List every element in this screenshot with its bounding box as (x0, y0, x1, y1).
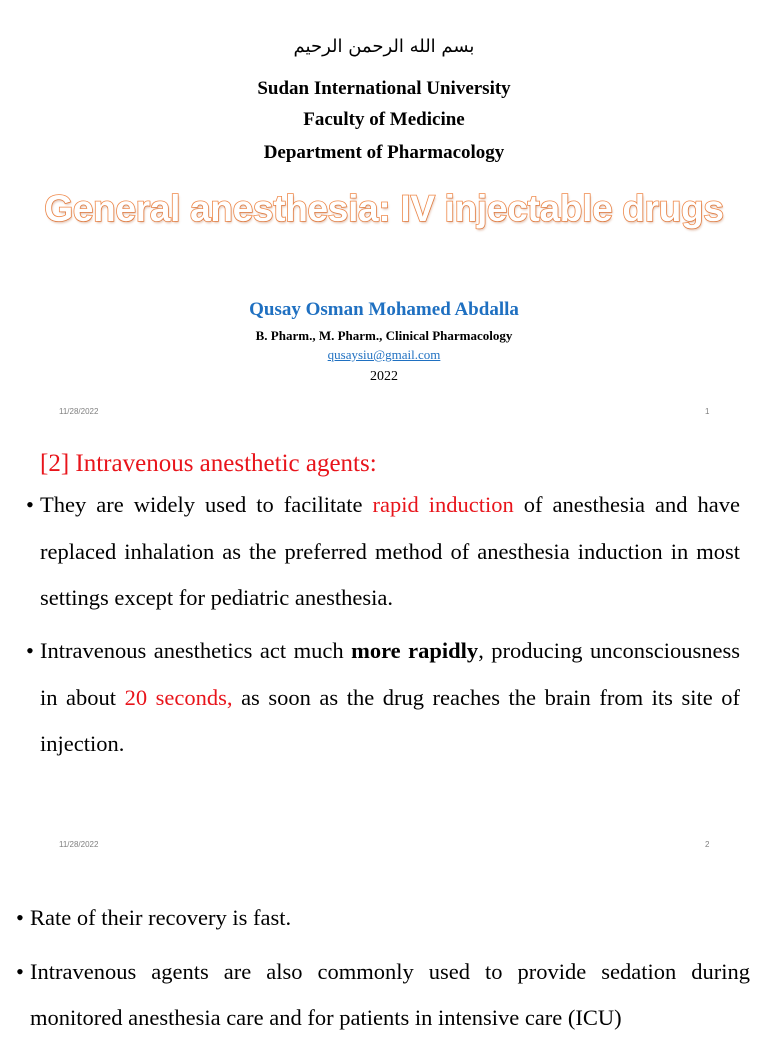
bullet-icon: • (26, 638, 34, 663)
faculty-name: Faculty of Medicine (303, 109, 465, 130)
slide-title: General anesthesia: IV injectable drugs (44, 188, 724, 229)
bullet-icon: • (16, 905, 24, 930)
university-name: Sudan International University (257, 78, 511, 99)
bullet-text: Intravenous anesthetics act much (40, 638, 352, 663)
bullet-item (26, 628, 741, 768)
slide-2 (0, 432, 768, 864)
department-name: Department of Pharmacology (263, 142, 505, 163)
author-email-link[interactable]: qusaysiu@gmail.com (327, 347, 441, 362)
bullet-item (26, 482, 740, 622)
year-text: 2022 (370, 369, 398, 384)
highlight-rapid-induction: rapid induction (372, 492, 514, 517)
section-heading: [2] Intravenous anesthetic agents: (40, 450, 377, 477)
bullet-text: as soon as the drug reaches the brain from its site of injection. (40, 684, 740, 756)
basmala-text: بسم الله الرحمن الرحيم (293, 36, 475, 57)
page-number: 2 (705, 840, 710, 849)
bullet-text: They are widely used to facilitate (40, 492, 373, 517)
author-credentials: B. Pharm., M. Pharm., Clinical Pharmacology (255, 328, 513, 343)
bullet-text: Rate of their recovery is fast. (30, 905, 292, 930)
page-number: 1 (705, 407, 710, 416)
bullet-text: of anesthesia and have replaced inhalation as the preferred method of anesthesia induction in most settings except for pediatric anesthesia. (40, 492, 740, 610)
footer-date: 11/28/2022 (59, 407, 99, 416)
bullet-icon: • (16, 959, 24, 984)
bullet-icon: • (26, 492, 34, 517)
bullet-item (16, 949, 750, 1041)
slide-3 (0, 864, 768, 1030)
highlight-more-rapidly: more rapidly (351, 638, 479, 663)
bullet-text: Intravenous agents are also commonly used to provide sedation during monitored anesthesia care and for patients in intensive care (ICU) (30, 959, 750, 1030)
bullet-item (16, 895, 750, 941)
bullet-text: , producing unconsciousness in about (40, 638, 741, 710)
highlight-20-seconds: 20 seconds, (124, 684, 233, 710)
author-name: Qusay Osman Mohamed Abdalla (249, 299, 519, 320)
footer-date: 11/28/2022 (59, 840, 99, 849)
slide-1 (0, 0, 768, 432)
